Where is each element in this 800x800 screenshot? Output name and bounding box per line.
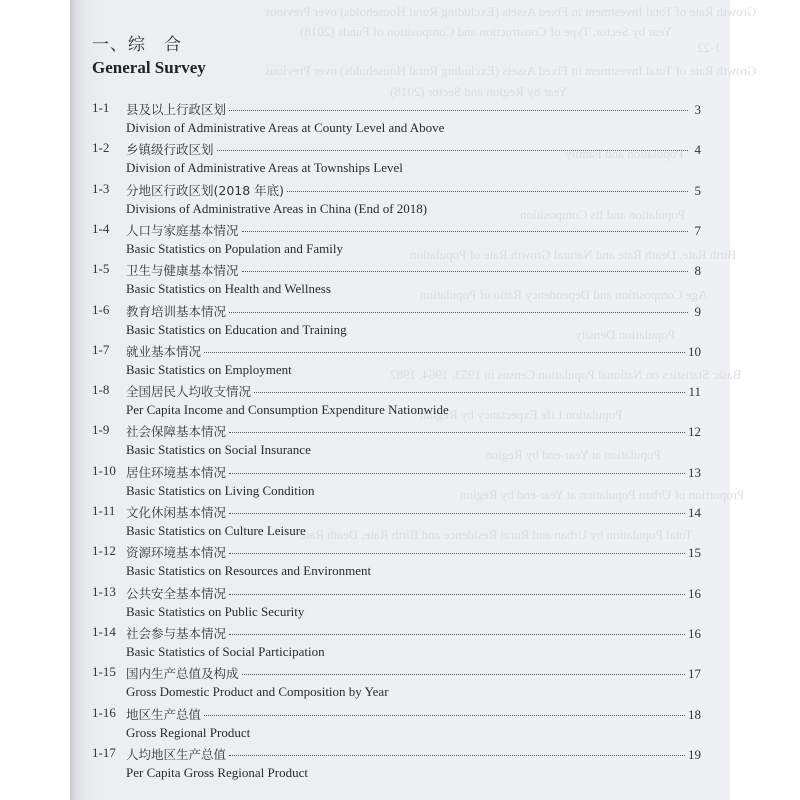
entry-title-line <box>126 664 701 682</box>
bleed-through-text: Age Composition and Dependency Ratio of Population <box>420 287 708 302</box>
entry-title-line <box>126 100 701 118</box>
dot-leader <box>229 472 685 474</box>
bleed-through-text: Year by Sector, Type of Construction and Composition of Funds (2018) <box>300 24 673 39</box>
bleed-through-text: Population and Family <box>565 146 684 161</box>
entry-title-line <box>126 221 701 239</box>
entry-page-number: 16 <box>688 625 701 641</box>
entry-page-number: 10 <box>688 343 701 359</box>
entry-number: 1-1 <box>92 100 110 115</box>
entry-title-cn: 文化休闲基本情况 <box>126 505 227 520</box>
entry-title-en: Basic Statistics of Social Participation <box>126 643 325 659</box>
entry-number: 1-15 <box>92 664 116 680</box>
entry-title-cn: 人均地区生产总值 <box>126 746 227 762</box>
entry-page-number: 13 <box>688 464 701 480</box>
entry-number: 1-3 <box>92 180 110 196</box>
entry-number: 1-2 <box>92 140 110 156</box>
entry-title-line <box>126 745 701 763</box>
entry-page-number: 14 <box>688 505 701 520</box>
toc-entry[interactable] <box>92 745 702 785</box>
toc-entry[interactable] <box>92 543 702 583</box>
entry-title-cn: 教育培训基本情况 <box>126 303 227 319</box>
dot-leader <box>229 552 685 554</box>
entry-number: 1-10 <box>92 462 116 478</box>
bleed-through-text: 1-22 <box>697 40 721 55</box>
entry-title-en: Basic Statistics on Resources and Environment <box>126 563 372 579</box>
entry-number: 1-17 <box>92 744 116 760</box>
entry-title-cn: 全国居民人均收支情况 <box>126 384 252 400</box>
bleed-through-text: Growth Rate of Total Investment in Fixed Assets (Excluding Rural Households) over Previous <box>265 4 757 19</box>
toc-entry[interactable] <box>92 261 702 301</box>
toc-entry[interactable] <box>92 100 702 140</box>
entry-number: 1-14 <box>92 623 116 639</box>
entry-title-en: Basic Statistics on Culture Leisure <box>126 523 306 538</box>
entry-title-line <box>126 342 701 360</box>
toc-entry[interactable] <box>92 181 702 221</box>
bleed-through-text: Total Population by Urban and Rural Residence and Birth Rate, Death Rate <box>300 527 693 542</box>
dot-leader <box>217 149 688 151</box>
entry-title-line <box>126 624 701 642</box>
entry-page-number: 17 <box>688 666 701 682</box>
entry-title-en: Per Capita Income and Consumption Expenditure Nationwide <box>126 402 449 418</box>
dot-leader <box>229 593 685 595</box>
entry-page-number: 4 <box>694 142 701 158</box>
toc-entry[interactable] <box>92 342 702 382</box>
entry-title-cn: 分地区行政区划(2018 年底) <box>126 182 285 198</box>
bleed-through-text: Population Density <box>575 327 676 342</box>
entry-page-number: 8 <box>694 263 701 279</box>
entry-title-line <box>126 261 701 279</box>
toc-entry[interactable] <box>92 302 702 342</box>
entry-number: 1-5 <box>92 261 110 277</box>
entry-title-line <box>126 302 701 320</box>
bleed-through-text: Year by Region and Sector (2018) <box>390 84 568 99</box>
entry-number: 1-8 <box>92 382 110 398</box>
dot-leader <box>229 754 685 756</box>
entry-page-number: 5 <box>694 182 701 198</box>
entry-number: 1-12 <box>92 543 116 559</box>
entry-title-en: Basic Statistics on Public Security <box>126 603 305 619</box>
toc-entry[interactable] <box>92 705 702 745</box>
entry-title-line <box>126 140 701 158</box>
entry-number: 1-4 <box>92 220 110 236</box>
entry-title-cn: 居住环境基本情况 <box>126 464 227 480</box>
entry-title-line <box>126 543 701 561</box>
entry-title-line <box>126 503 701 521</box>
dot-leader <box>229 109 688 111</box>
entry-title-line <box>126 382 701 400</box>
entry-title-cn: 人口与家庭基本情况 <box>126 222 239 238</box>
entry-number: 1-13 <box>92 583 116 599</box>
entry-page-number: 18 <box>688 706 701 722</box>
bleed-through-text: Population at Year-end by Region <box>485 447 661 462</box>
entry-title-cn: 公共安全基本情况 <box>126 585 227 601</box>
entry-title-en: Basic Statistics on Living Condition <box>126 482 315 498</box>
toc-entry[interactable] <box>92 140 702 180</box>
toc-entry[interactable] <box>92 624 702 664</box>
entry-page-number: 19 <box>688 746 701 762</box>
entry-title-en: Per Capita Gross Regional Product <box>126 764 308 780</box>
dot-leader <box>242 230 688 232</box>
entry-title-en: Basic Statistics on Social Insurance <box>126 442 311 458</box>
toc-entry[interactable] <box>92 221 702 261</box>
entry-title-cn: 就业基本情况 <box>126 343 202 359</box>
entry-title-en: Basic Statistics on Education and Training <box>126 321 347 337</box>
entry-title-cn: 国内生产总值及构成 <box>126 666 239 682</box>
bleed-through-text: Population and Its Composition <box>520 207 686 222</box>
entry-title-cn: 资源环境基本情况 <box>126 545 227 561</box>
dot-leader <box>287 190 688 192</box>
entry-number: 1-16 <box>92 704 116 720</box>
entry-title-line <box>126 463 701 481</box>
entry-page-number: 3 <box>694 102 701 117</box>
entry-title-cn: 地区生产总值 <box>126 706 202 722</box>
entry-title-en: Division of Administrative Areas at County Level and Above <box>126 120 445 135</box>
entry-number: 1-11 <box>92 503 116 518</box>
section-title-en: General Survey <box>92 58 206 77</box>
entry-title-en: Gross Domestic Product and Composition by Year <box>126 684 389 700</box>
toc-entry[interactable] <box>92 664 702 704</box>
toc-entry[interactable] <box>92 584 702 624</box>
entry-page-number: 11 <box>688 384 701 400</box>
entry-number: 1-6 <box>92 301 110 317</box>
entry-title-cn: 乡镇级行政区划 <box>126 142 214 158</box>
entry-title-en: Basic Statistics on Employment <box>126 361 292 377</box>
entry-title-line <box>126 422 701 440</box>
entry-title-en: Gross Regional Product <box>126 724 251 740</box>
bleed-through-text: Basic Statistics on National Population Census in 1953, 1964, 1982 <box>390 367 742 382</box>
entry-title-line <box>126 584 701 602</box>
entry-title-line <box>126 705 701 723</box>
toc-entry[interactable] <box>92 503 702 543</box>
entry-title-cn: 社会保障基本情况 <box>126 424 227 440</box>
entry-title-cn: 社会参与基本情况 <box>126 625 227 641</box>
bleed-through-text: Birth Rate, Death Rate and Natural Growth Rate of Population <box>410 247 737 262</box>
toc-entry[interactable] <box>92 463 702 503</box>
entry-page-number: 9 <box>694 303 701 319</box>
dot-leader <box>204 351 685 353</box>
entry-title-en: Division of Administrative Areas at Townships Level <box>126 160 403 176</box>
entry-title-line <box>126 181 701 199</box>
dot-leader <box>229 431 685 433</box>
entry-number: 1-7 <box>92 341 110 357</box>
toc-entry[interactable] <box>92 422 702 462</box>
dot-leader <box>229 512 685 514</box>
entry-title-en: Basic Statistics on Health and Wellness <box>126 281 331 297</box>
entry-title-en: Divisions of Administrative Areas in China (End of 2018) <box>126 200 428 216</box>
dot-leader <box>229 633 685 635</box>
bleed-through-text: Proportion of Urban Population at Year-end by Region <box>460 487 745 502</box>
toc-entry[interactable] <box>92 382 702 422</box>
dot-leader <box>229 311 688 313</box>
entry-title-cn: 县及以上行政区划 <box>126 102 227 117</box>
entry-title-en: Basic Statistics on Population and Family <box>126 240 344 256</box>
entry-page-number: 12 <box>688 424 701 440</box>
bleed-through-text: Growth Rate of Total Investment in Fixed Assets (Excluding Rural Households) over Previous <box>265 63 757 78</box>
entry-page-number: 7 <box>694 222 701 238</box>
dot-leader <box>204 714 685 716</box>
dot-leader <box>242 270 688 272</box>
section-title-cn: 一、综 合 <box>92 35 182 55</box>
entry-page-number: 16 <box>688 585 701 601</box>
dot-leader <box>254 391 685 393</box>
dot-leader <box>242 673 685 675</box>
bleed-through-text: Population Life Expectancy by Region <box>420 407 623 422</box>
entry-page-number: 15 <box>688 545 701 561</box>
entry-number: 1-9 <box>92 422 110 438</box>
entry-title-cn: 卫生与健康基本情况 <box>126 263 239 279</box>
